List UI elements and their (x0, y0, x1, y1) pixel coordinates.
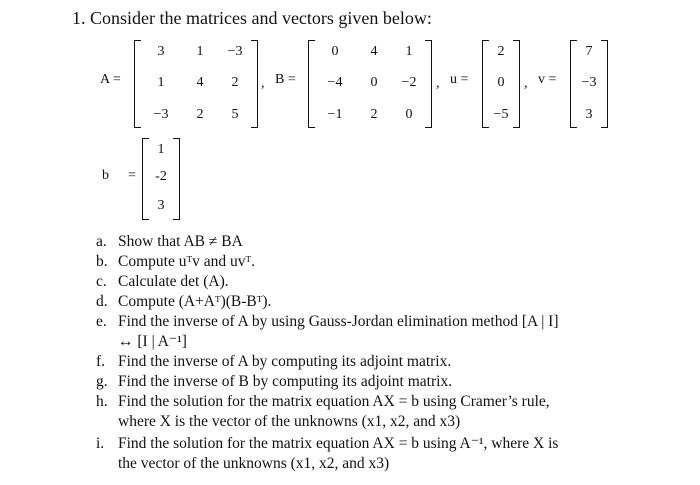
part-i (96, 434, 558, 454)
matrix-a (134, 40, 258, 128)
part-d (96, 292, 271, 312)
part-text: Find the solution for the matrix equation AX = b using Cramer’s rule, (118, 393, 550, 410)
matrix-a-label: A = (100, 72, 121, 87)
matrix-b-cell: 1 (405, 44, 413, 59)
part-letter: e. (96, 313, 107, 330)
vector-u-cell: 0 (497, 75, 505, 90)
vector-u-cell: −5 (493, 107, 509, 122)
matrix-a-cell: 1 (196, 44, 204, 59)
part-text: Find the inverse of A by computing its adjoint matrix. (118, 353, 452, 370)
matrix-a-cell: 5 (231, 107, 239, 122)
matrix-b-cell: −2 (401, 75, 417, 90)
matrix-b-cell: 4 (370, 44, 378, 59)
part-i-continuation: the vector of the unknowns (x1, x2, and x3) (118, 455, 390, 472)
part-text: Calculate det (A). (118, 273, 229, 290)
part-e-continuation: ↔ [I | A⁻¹] (118, 333, 187, 350)
matrix-a-cell: −3 (153, 107, 169, 122)
part-f (96, 352, 451, 372)
matrix-b-cell: 0 (405, 107, 413, 122)
vector-b-label: b (102, 168, 109, 183)
vector-v-cell: 7 (585, 44, 593, 59)
matrix-a-cell: 2 (196, 107, 204, 122)
vector-u-label: u = (450, 72, 469, 87)
part-letter: b. (96, 253, 108, 270)
matrix-b-cell: 0 (331, 44, 339, 59)
part-h-continuation: where X is the vector of the unknowns (x1, x2, and x3) (118, 413, 461, 430)
part-letter: f. (96, 353, 106, 370)
part-text: Compute uᵀv and uvᵀ. (118, 253, 255, 270)
part-c (96, 272, 229, 292)
matrix-b (308, 40, 432, 128)
matrix-b-cell: 0 (370, 75, 378, 90)
vector-v-label: v = (538, 72, 557, 87)
part-g (96, 372, 452, 392)
vector-b-cell: 1 (157, 142, 165, 157)
vector-b-cell: 3 (157, 198, 165, 213)
vector-b-cell: -2 (155, 169, 167, 184)
matrix-b-cell: −1 (327, 107, 343, 122)
vector-v-cell: 3 (585, 107, 593, 122)
matrix-a-cell: 4 (196, 75, 204, 90)
part-letter: c. (96, 273, 107, 290)
part-letter: d. (96, 293, 108, 310)
matrix-b-cell: 2 (370, 107, 378, 122)
vector-b (142, 138, 180, 220)
vector-v (570, 40, 608, 128)
vector-u-cell: 2 (497, 44, 505, 59)
vector-b-equals: = (128, 168, 136, 183)
part-h (96, 392, 550, 412)
part-text: Find the inverse of A by using Gauss-Jordan elimination method [A | I] (118, 313, 559, 330)
part-text: Find the solution for the matrix equation AX = b using A⁻¹, where X is (118, 435, 559, 452)
separator-comma: , (436, 76, 440, 91)
separator-comma: , (524, 76, 528, 91)
part-e (96, 312, 559, 332)
part-text: Compute (A+Aᵀ)(B-Bᵀ). (118, 293, 272, 310)
matrix-a-cell: 2 (231, 75, 239, 90)
part-text: Show that AB ≠ BA (118, 233, 243, 250)
vector-v-cell: −3 (581, 75, 597, 90)
part-b (96, 252, 255, 272)
matrix-a-cell: 1 (157, 75, 165, 90)
vector-u (482, 40, 520, 128)
matrix-a-cell: −3 (227, 44, 243, 59)
part-text: Find the inverse of B by computing its adjoint matrix. (118, 373, 453, 390)
part-a (96, 232, 243, 252)
separator-comma: , (261, 76, 265, 91)
part-letter: g. (96, 373, 108, 390)
matrix-a-cell: 3 (157, 44, 165, 59)
part-letter: a. (96, 233, 107, 250)
problem-heading: 1. Consider the matrices and vectors given below: (72, 8, 432, 28)
matrix-b-label: B = (275, 72, 296, 87)
part-letter: i. (96, 435, 105, 452)
matrix-b-cell: −4 (327, 75, 343, 90)
part-letter: h. (96, 393, 108, 410)
